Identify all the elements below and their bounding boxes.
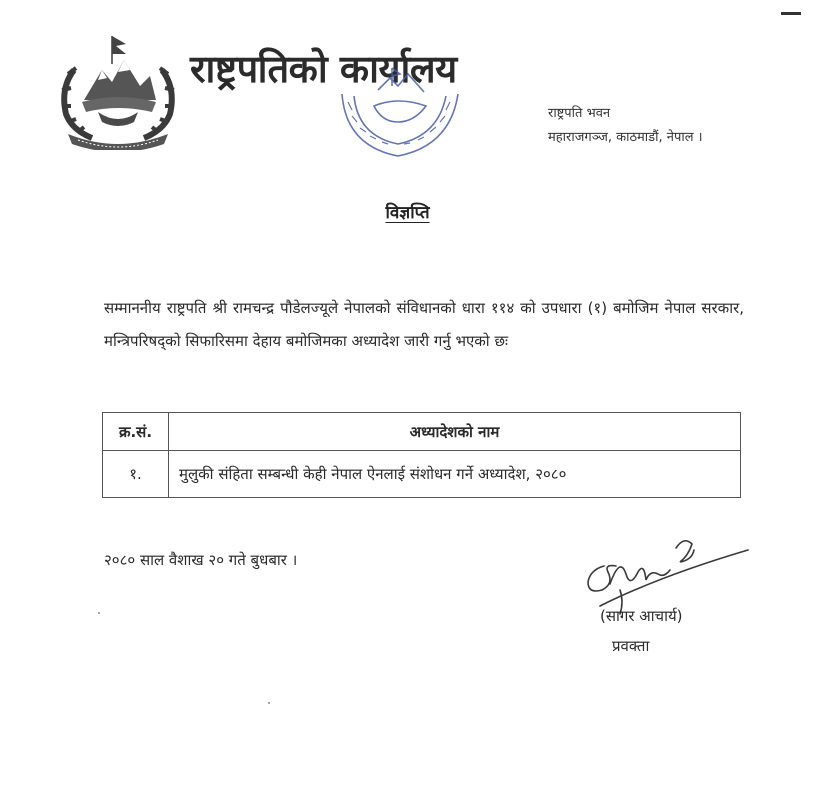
scan-mark bbox=[781, 12, 801, 15]
notice-heading: विज्ञप्ति bbox=[385, 203, 430, 223]
address-block bbox=[548, 102, 798, 150]
notice-body: सम्माननीय राष्ट्रपति श्री रामचन्द्र पौडेलज्यूले नेपालको संविधानको धारा ११४ को उपधारा (१) बमोजिम नेपाल सरकार, मन्त्रिपरिषद्को सिफारिसमा देहाय बमोजिमका अध्यादेश जारी गर्नु भएको छः bbox=[104, 299, 744, 350]
ordinance-table bbox=[102, 412, 741, 498]
header-serial: क्र.सं. bbox=[103, 413, 169, 451]
national-emblem-icon bbox=[52, 30, 184, 150]
row-ordinance-name: मुलुकी संहिता सम्बन्धी केही नेपाल ऐनलाई संशोधन गर्ने अध्यादेश, २०८० bbox=[169, 451, 741, 498]
table-row bbox=[103, 451, 741, 498]
address-line-city: महाराजगञ्ज, काठमाडौं, नेपाल । bbox=[548, 130, 703, 145]
table-header-row bbox=[103, 413, 741, 451]
address-line-building: राष्ट्रपति भवन bbox=[548, 106, 611, 121]
issue-date: २०८० साल वैशाख २० गते बुधबार । bbox=[104, 551, 298, 569]
scan-speck bbox=[98, 612, 100, 614]
row-serial: १. bbox=[103, 451, 169, 498]
scan-speck bbox=[268, 702, 270, 704]
signature-icon bbox=[580, 526, 750, 618]
header-ordinance-name: अध्यादेशको नाम bbox=[169, 413, 741, 451]
office-name: राष्ट्रपतिको कार्यालय bbox=[190, 47, 457, 91]
signatory-title: प्रवक्ता bbox=[612, 637, 650, 655]
official-stamp-icon bbox=[334, 66, 466, 162]
signatory-name: (सागर आचार्य) bbox=[600, 607, 683, 625]
